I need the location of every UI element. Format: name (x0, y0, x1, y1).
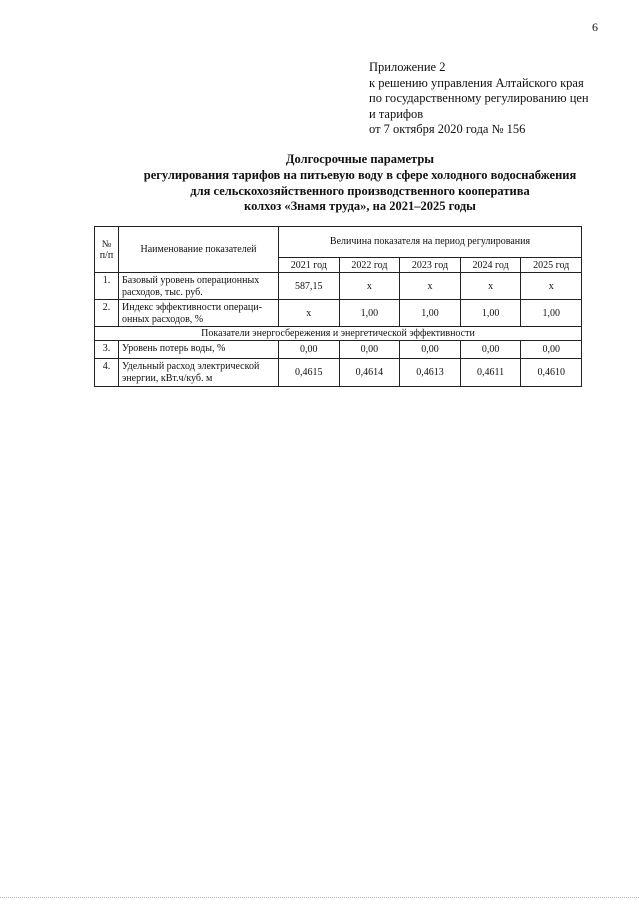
row-value: 0,4613 (400, 359, 461, 387)
row-num: 3. (95, 341, 119, 359)
appendix-line: к решению управления Алтайского края (369, 75, 584, 90)
row-num: 2. (95, 300, 119, 327)
title-line: колхоз «Знамя труда», на 2021–2025 годы (244, 199, 476, 214)
row-value: 1,00 (400, 300, 461, 327)
title-line: Долгосрочные параметры (285, 152, 435, 166)
row-value: 0,4611 (460, 359, 521, 387)
header-year: 2023 год (400, 258, 461, 273)
row-value: 0,4610 (521, 359, 582, 387)
row-value: 0,00 (400, 341, 461, 359)
row-value: 0,4614 (339, 359, 400, 387)
appendix-block (369, 60, 589, 138)
row-value: 1,00 (521, 300, 582, 327)
row-value: х (279, 300, 340, 327)
header-period: Величина показателя на период регулирования (279, 227, 582, 258)
row-value: х (339, 273, 400, 300)
row-name: Уровень потерь воды, % (119, 341, 279, 359)
header-year: 2024 год (460, 258, 521, 273)
row-value: х (460, 273, 521, 300)
parameters-table (94, 226, 582, 387)
row-value: х (521, 273, 582, 300)
row-value: 1,00 (339, 300, 400, 327)
page-bottom-edge (0, 897, 639, 898)
table-header-row (95, 227, 582, 258)
row-num: 4. (95, 359, 119, 387)
table-row (95, 359, 582, 387)
table-row (95, 341, 582, 359)
appendix-line: от 7 октября 2020 года № 156 (369, 122, 526, 137)
row-value: х (400, 273, 461, 300)
row-value: 0,00 (339, 341, 400, 359)
appendix-line: Приложение 2 (369, 60, 446, 74)
row-value: 0,4615 (279, 359, 340, 387)
appendix-line: по государственному регулированию цен (369, 91, 589, 106)
table-row (95, 300, 582, 327)
row-value: 0,00 (279, 341, 340, 359)
row-num: 1. (95, 273, 119, 300)
title-line: для сельскохозяйственного производственного кооператива (190, 183, 530, 198)
row-name: Индекс эффективности операци-онных расходов, % (119, 300, 279, 327)
row-value: 587,15 (279, 273, 340, 300)
header-num: № п/п (95, 227, 119, 273)
header-year: 2021 год (279, 258, 340, 273)
section-title: Показатели энергосбережения и энергетической эффективности (95, 327, 582, 341)
header-year: 2025 год (521, 258, 582, 273)
row-name: Базовый уровень операционных расходов, тыс. руб. (119, 273, 279, 300)
row-value: 1,00 (460, 300, 521, 327)
row-value: 0,00 (521, 341, 582, 359)
header-year: 2022 год (339, 258, 400, 273)
table-section-row (95, 327, 582, 341)
header-name: Наименование показателей (119, 227, 279, 273)
appendix-line: и тарифов (369, 106, 424, 121)
table-row (95, 273, 582, 300)
title-line: регулирования тарифов на питьевую воду в сфере холодного водоснабжения (143, 167, 577, 182)
page-number: 6 (592, 20, 598, 34)
document-title (80, 152, 639, 215)
row-name: Удельный расход электрической энергии, кВт.ч/куб. м (119, 359, 279, 387)
row-value: 0,00 (460, 341, 521, 359)
